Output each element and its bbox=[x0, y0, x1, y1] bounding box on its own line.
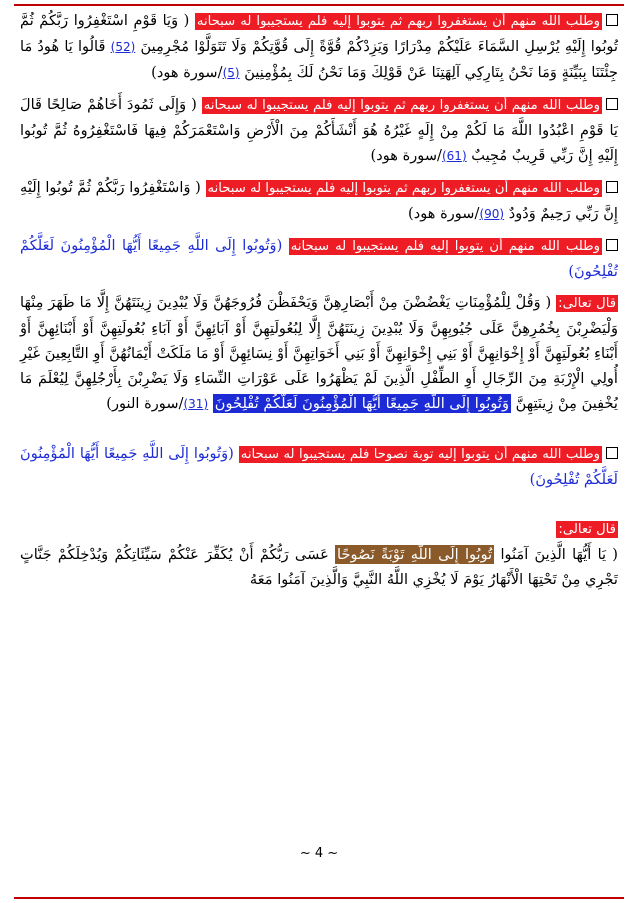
page-number: ~ 4 ~ bbox=[299, 846, 339, 861]
verse-text: ( وَقُلْ لِلْمُؤْمِنَاتِ يَغْضُضْنَ مِنْ أَبْصَارِهِنَّ وَيَحْفَظْنَ فُرُوجَهُنَّ وَلَا يُبْدِينَ زِينَتَهُنَّ إِلَّا مَا ظَهَرَ مِنْهَا وَلْيَضْرِبْنَ بِخُمُرِهِنَّ عَلَى جُيُوبِهِنَّ وَلَا يُبْدِينَ زِينَتَهُنَّ إِلَّا لِبُعُولَتِهِنَّ أَوْ آبَائِهِنَّ أَوْ آبَاءِ بُعُولَتِهِنَّ أَوْ أَبْنَائِهِنَّ أَوْ أَبْنَاءِ بُعُولَتِهِنَّ أَوْ إِخْوَانِهِنَّ أَوْ بَنِي إِخْوَانِهِنَّ أَوْ بَنِي أَخَوَاتِهِنَّ أَوْ نِسَائِهِنَّ أَوْ مَا مَلَكَتْ أَيْمَانُهُنَّ أَوِ التَّابِعِينَ غَيْرِ أُولِي الْإِرْبَةِ مِنَ الرِّجَالِ أَوِ الطِّفْلِ الَّذِينَ لَمْ يَظْهَرُوا عَلَى عَوْرَاتِ النِّسَاءِ وَلَا يَضْرِبْنَ بِأَرْجُلِهِنَّ لِيُعْلَمَ مَا يُخْفِينَ مِنْ زِينَتِهِنَّ bbox=[20, 294, 618, 412]
paragraph-hud-61 bbox=[20, 92, 618, 169]
qala-taala-label: قال تعالى: bbox=[558, 522, 616, 537]
verse-text: ( وَيَا قَوْمِ اسْتَغْفِرُوا رَبَّكُمْ ثُمَّ تُوبُوا إِلَيْهِ يُرْسِلِ السَّمَاءَ عَلَيْكُمْ مِدْرَارًا وَيَزِدْكُمْ قُوَّةً إِلَى قُوَّتِكُمْ وَلَا تَتَوَلَّوْا مُجْرِمِينَ bbox=[20, 12, 619, 55]
checkbox-bullet-icon bbox=[606, 98, 618, 110]
paragraph-heading: وطلب الله منهم أن يتوبوا إليه فلم يستجيبوا له سبحانه bbox=[290, 239, 601, 254]
bottom-border-line bbox=[14, 897, 624, 899]
paragraph-hud-52 bbox=[20, 8, 618, 86]
qala-taala-label: قال تعالى: bbox=[558, 296, 617, 311]
paragraph-heading: وطلب الله منهم أن يستغفروا ربهم ثم يتوبوا إليه فلم يستجيبوا له سبحانه bbox=[196, 14, 601, 29]
highlighted-verse: تُوبُوا إِلَى اللَّهِ تَوْبَةً نَصُوحًا bbox=[337, 546, 493, 563]
spacer bbox=[20, 498, 618, 516]
verse-text: قَالُوا يَا هُودُ مَا جِئْتَنَا بِبَيِّنَةٍ وَمَا نَحْنُ بِتَارِكِي آلِهَتِنَا عَنْ قَوْلِكَ وَمَا نَحْنُ لَكَ بِمُؤْمِنِينَ bbox=[20, 38, 618, 81]
verse-number: (31) bbox=[183, 397, 209, 411]
paragraph-heading: وطلب الله منهم أن يستغفروا ربهم ثم يتوبوا إليه فلم يستجيبوا له سبحانه bbox=[207, 181, 601, 196]
surah-reference: /سورة هود) bbox=[370, 147, 442, 164]
verse-text: ( وَإِلَى ثَمُودَ أَخَاهُمْ صَالِحًا قَالَ يَا قَوْمِ اعْبُدُوا اللَّهَ مَا لَكُمْ مِنْ إِلَهٍ غَيْرُهُ هُوَ أَنْشَأَكُمْ مِنَ الْأَرْضِ وَاسْتَعْمَرَكُمْ فِيهَا فَاسْتَغْفِرُوهُ ثُمَّ تُوبُوا إِلَيْهِ إِنَّ رَبِّي قَرِيبٌ مُجِيبٌ bbox=[20, 96, 618, 164]
paragraph-tawba bbox=[20, 233, 618, 284]
surah-reference: /سورة النور) bbox=[106, 395, 184, 412]
top-border-line bbox=[14, 4, 624, 6]
paragraph-tawba-nasuh bbox=[20, 441, 618, 492]
checkbox-bullet-icon bbox=[606, 181, 618, 193]
checkbox-bullet-icon bbox=[606, 239, 618, 251]
paragraph-nur-31 bbox=[20, 290, 618, 417]
paragraph-heading: وطلب الله منهم أن يتوبوا إليه توبة نصوحا فلم يستجيبوا له سبحانه bbox=[240, 447, 600, 462]
spacer bbox=[20, 423, 618, 441]
surah-reference: /سورة هود) bbox=[408, 205, 480, 222]
verse-number: (90) bbox=[479, 207, 505, 221]
checkbox-bullet-icon bbox=[606, 447, 618, 459]
verse-number: (5) bbox=[222, 66, 240, 80]
verse-text: (وَتُوبُوا إِلَى اللَّهِ جَمِيعًا أَيُّهَا الْمُؤْمِنُونَ لَعَلَّكُمْ تُفْلِحُونَ) bbox=[20, 237, 618, 280]
verse-text: (وَتُوبُوا إِلَى اللَّهِ جَمِيعًا أَيُّهَا الْمُؤْمِنُونَ لَعَلَّكُمْ تُفْلِحُونَ) bbox=[20, 445, 618, 488]
paragraph-hud-90 bbox=[20, 175, 618, 227]
verse-text: عَسَى رَبُّكُمْ أَنْ يُكَفِّرَ عَنْكُمْ سَيِّئَاتِكُمْ وَيُدْخِلَكُمْ جَنَّاتٍ تَجْرِي مِنْ تَحْتِهَا الْأَنْهَارُ يَوْمَ لَا يُخْزِي اللَّهُ النَّبِيَّ وَالَّذِينَ آمَنُوا مَعَهُ bbox=[20, 546, 618, 588]
paragraph-heading: وطلب الله منهم أن يستغفروا ربهم ثم يتوبوا إليه فلم يستجيبوا له سبحانه bbox=[203, 98, 600, 113]
verse-number: (61) bbox=[441, 149, 467, 163]
checkbox-bullet-icon bbox=[606, 14, 618, 26]
verse-text: ( يَا أَيُّهَا الَّذِينَ آمَنُوا bbox=[500, 546, 618, 563]
highlighted-verse: وَتُوبُوا إِلَى اللَّهِ جَمِيعًا أَيُّهَا الْمُؤْمِنُونَ لَعَلَّكُمْ تُفْلِحُونَ bbox=[214, 395, 510, 412]
surah-reference: /سورة هود) bbox=[151, 64, 223, 81]
verse-number: (52) bbox=[110, 40, 136, 54]
paragraph-tahrim-8 bbox=[20, 516, 618, 592]
verse-text: ( وَاسْتَغْفِرُوا رَبَّكُمْ ثُمَّ تُوبُوا إِلَيْهِ إِنَّ رَبِّي رَحِيمٌ وَدُودٌ bbox=[20, 179, 618, 222]
